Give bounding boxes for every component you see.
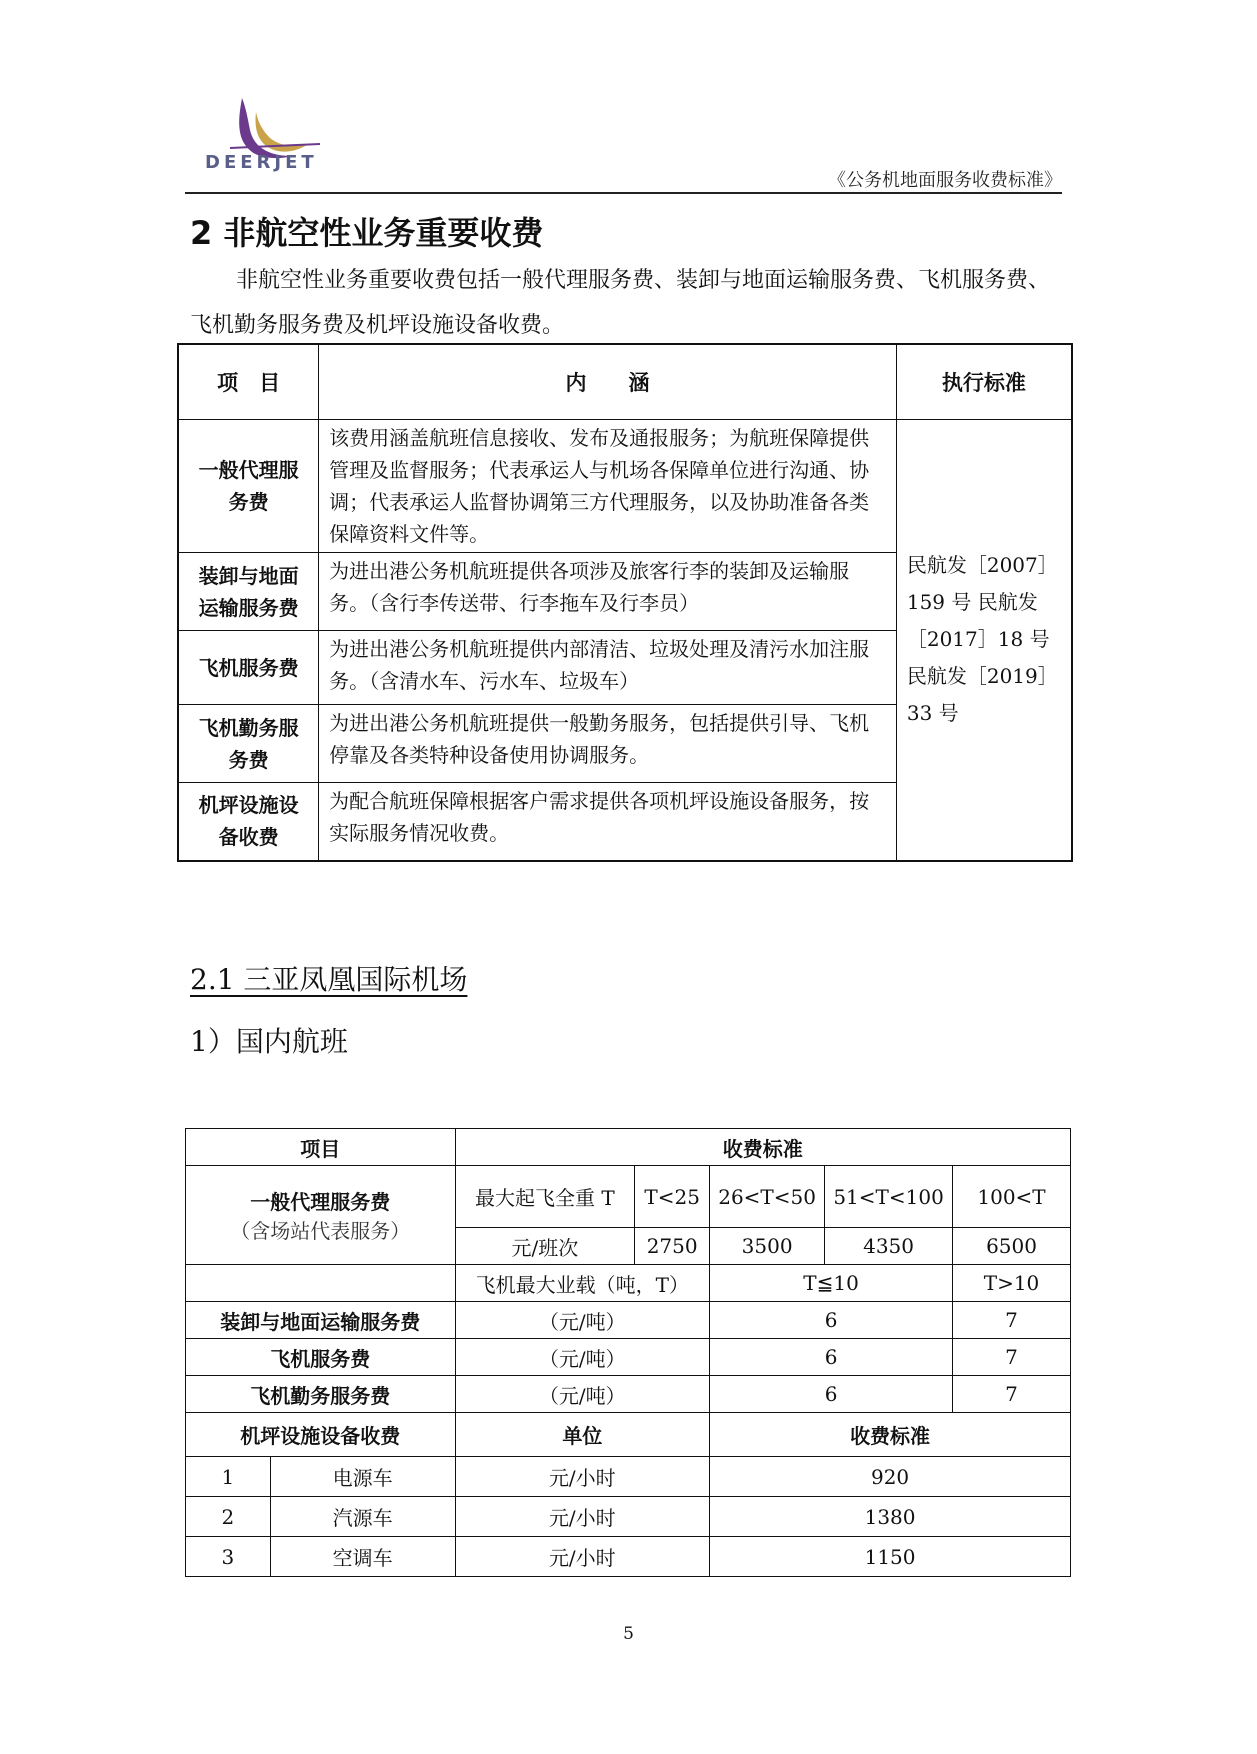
column-header-standard: 执行标准 (896, 344, 1072, 420)
payload-label: 飞机最大业载（吨，T） (455, 1265, 710, 1302)
page-number: 5 (623, 1624, 634, 1644)
table-header-row (186, 1129, 1071, 1166)
equipment-no: 1 (186, 1457, 271, 1497)
ton-fee-name: 装卸与地面运输服务费 (186, 1302, 456, 1339)
fee-item-name: 机坪设施设备收费 (178, 783, 319, 861)
agency-fee-value: 4350 (825, 1228, 953, 1265)
section-heading: 2 非航空性业务重要收费 (190, 214, 544, 252)
table-row (178, 420, 1072, 553)
equipment-unit: 元/小时 (455, 1497, 710, 1537)
table-row (186, 1376, 1071, 1413)
agency-fee-label: 一般代理服务费 (250, 1190, 391, 1214)
header-item: 项目 (186, 1129, 456, 1166)
logo-wordmark: DEERJET (205, 152, 318, 173)
fee-item-description: 为进出港公务机航班提供内部清洁、垃圾处理及清污水加注服务。（含清水车、污水车、垃圾车） (319, 631, 897, 705)
subsection-subheading: 1）国内航班 (190, 1025, 348, 1058)
table-row (186, 1265, 1071, 1302)
weight-band: 51<T<100 (825, 1166, 953, 1228)
table-row (186, 1537, 1071, 1577)
equipment-fee: 1150 (710, 1537, 1071, 1577)
ton-fee-unit: （元/吨） (455, 1376, 710, 1413)
column-header-content: 内 涵 (319, 344, 897, 420)
ton-fee-unit: （元/吨） (455, 1302, 710, 1339)
ton-fee-name: 飞机勤务服务费 (186, 1376, 456, 1413)
header-divider (185, 192, 1062, 194)
fee-item-description: 为配合航班保障根据客户需求提供各项机坪设施设备服务，按实际服务情况收费。 (319, 783, 897, 861)
equipment-unit: 元/小时 (455, 1537, 710, 1577)
payload-band: T>10 (953, 1265, 1071, 1302)
equipment-fee: 920 (710, 1457, 1071, 1497)
equipment-standard-header: 收费标准 (710, 1413, 1071, 1457)
empty-cell (186, 1265, 456, 1302)
ton-fee-name: 飞机服务费 (186, 1339, 456, 1376)
table-row (186, 1497, 1071, 1537)
ton-fee-value: 7 (953, 1376, 1071, 1413)
mtow-label: 最大起飞全重 T (455, 1166, 635, 1228)
section-intro: 非航空性业务重要收费包括一般代理服务费、装卸与地面运输服务费、飞机服务费、飞机勤务服务费及机坪设施设备收费。 (190, 268, 1051, 338)
table-header-row (178, 344, 1072, 420)
agency-fee-value: 6500 (953, 1228, 1071, 1265)
equipment-no: 3 (186, 1537, 271, 1577)
ton-fee-unit: （元/吨） (455, 1339, 710, 1376)
equipment-no: 2 (186, 1497, 271, 1537)
weight-band: 26<T<50 (710, 1166, 825, 1228)
fee-item-name: 飞机勤务服务费 (178, 705, 319, 783)
table-row (186, 1166, 1071, 1228)
weight-band: 100<T (953, 1166, 1071, 1228)
payload-band: T≦10 (710, 1265, 953, 1302)
fee-item-name: 飞机服务费 (178, 631, 319, 705)
ton-fee-value: 6 (710, 1376, 953, 1413)
fee-item-description: 为进出港公务机航班提供各项涉及旅客行李的装卸及运输服务。（含行李传送带、行李拖车及行李员） (319, 553, 897, 631)
unit-per-flight: 元/班次 (455, 1228, 635, 1265)
equipment-header: 机坪设施设备收费 (186, 1413, 456, 1457)
equipment-unit-header: 单位 (455, 1413, 710, 1457)
fee-item-description: 为进出港公务机航班提供一般勤务服务，包括提供引导、飞机停靠及各类特种设备使用协调服务。 (319, 705, 897, 783)
table-row (186, 1457, 1071, 1497)
ton-fee-value: 7 (953, 1339, 1071, 1376)
fee-item-name: 装卸与地面运输服务费 (178, 553, 319, 631)
agency-fee-value: 3500 (710, 1228, 825, 1265)
table-row (186, 1302, 1071, 1339)
header-standard: 收费标准 (455, 1129, 1071, 1166)
agency-fee-cell (186, 1166, 456, 1265)
table-row (186, 1413, 1071, 1457)
subsection-heading: 2.1 三亚凤凰国际机场 (190, 963, 468, 996)
ton-fee-value: 6 (710, 1302, 953, 1339)
ton-fee-value: 6 (710, 1339, 953, 1376)
agency-fee-value: 2750 (635, 1228, 710, 1265)
equipment-fee: 1380 (710, 1497, 1071, 1537)
fee-description-table (177, 343, 1073, 862)
equipment-name: 汽源车 (270, 1497, 455, 1537)
table-row (186, 1339, 1071, 1376)
equipment-name: 空调车 (270, 1537, 455, 1577)
ton-fee-value: 7 (953, 1302, 1071, 1339)
agency-fee-note: （含场站代表服务） (230, 1219, 411, 1243)
weight-band: T<25 (635, 1166, 710, 1228)
execution-standard: 民航发［2007］159 号 民航发［2017］18 号 民航发［2019］33 号 (896, 420, 1072, 861)
fee-item-name: 一般代理服务费 (178, 420, 319, 553)
fee-item-description: 该费用涵盖航班信息接收、发布及通报服务；为航班保障提供管理及监督服务；代表承运人与机场各保障单位进行沟通、协调；代表承运人监督协调第三方代理服务，以及协助准备各类保障资料文件等。 (319, 420, 897, 553)
document-title: 《公务机地面服务收费标准》 (828, 170, 1062, 191)
equipment-name: 电源车 (270, 1457, 455, 1497)
equipment-unit: 元/小时 (455, 1457, 710, 1497)
domestic-fee-table (185, 1128, 1071, 1577)
column-header-item: 项 目 (178, 344, 319, 420)
